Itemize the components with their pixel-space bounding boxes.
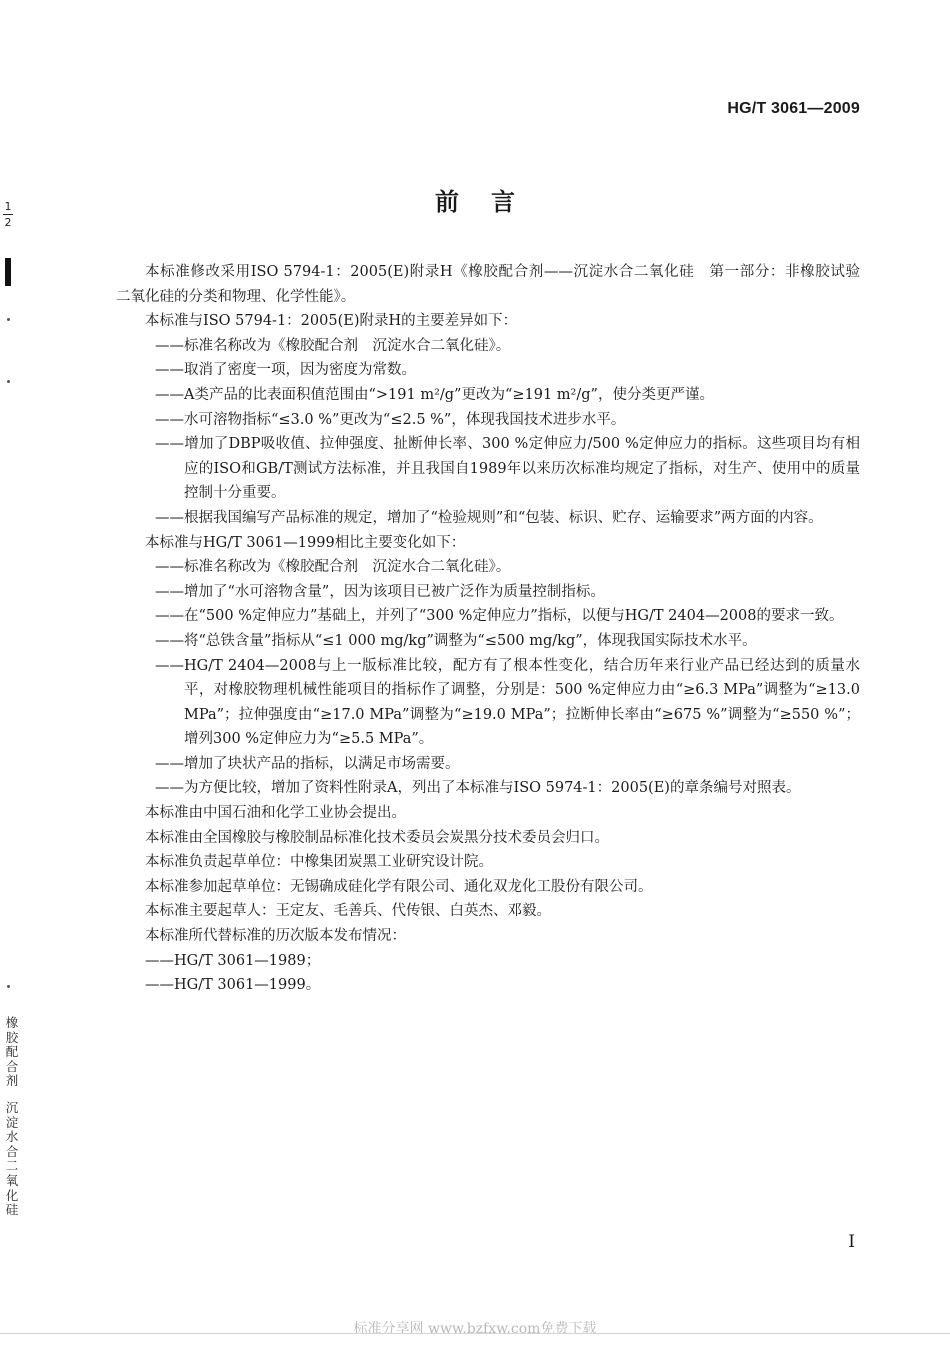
list-item: ——将“总铁含量”指标从“≤1 000 mg/kg”调整为“≤500 mg/kg”，体现我国实际技术水平。 bbox=[155, 632, 757, 649]
list-item: ——HG/T 3061—1999。 bbox=[145, 977, 321, 994]
spine-text bbox=[5, 1016, 19, 1218]
fraction-denominator: 2 bbox=[4, 216, 12, 229]
paragraph: 本标准与HG/T 3061—1999相比主要变化如下： bbox=[145, 534, 466, 551]
page-edge-line bbox=[0, 1333, 950, 1334]
paragraph: 本标准修改采用ISO 5794-1：2005(E)附录H《橡胶配合剂——沉淀水合二氧化硅 第一部分：非橡胶试验 二氧化硅的分类和物理、化学性能》。 bbox=[116, 264, 875, 305]
margin-black-bar bbox=[5, 258, 11, 286]
list-item: ——为方便比较，增加了资料性附录A，列出了本标准与ISO 5974-1：2005(E)的章条编号对照表。 bbox=[155, 780, 801, 797]
paragraph: 本标准参加起草单位：无锡确成硅化学有限公司、通化双龙化工股份有限公司。 bbox=[145, 878, 653, 895]
list-item: ——取消了密度一项，因为密度为常数。 bbox=[155, 362, 416, 379]
paragraph: 本标准负责起草单位：中橡集团炭黑工业研究设计院。 bbox=[145, 854, 493, 871]
list-item: ——标准名称改为《橡胶配合剂 沉淀水合二氧化硅》。 bbox=[155, 559, 511, 576]
spine-text-part1: 橡胶配合剂 bbox=[5, 1015, 19, 1089]
list-item: ——在“500 %定伸应力”基础上，并列了“300 %定伸应力”指标，以便与HG/T 2404—2008的要求一致。 bbox=[155, 608, 844, 625]
margin-dot bbox=[7, 985, 10, 988]
list-item: ——标准名称改为《橡胶配合剂 沉淀水合二氧化硅》。 bbox=[155, 337, 511, 354]
list-item: ——根据我国编写产品标准的规定，增加了“检验规则”和“包装、标识、贮存、运输要求”两方面的内容。 bbox=[155, 509, 823, 526]
list-item: ——HG/T 2404—2008与上一版标准比较，配方有了根本性变化，结合历年来行业产品已经达到的质量水平，对橡胶物理机械性能项目的指标作了调整，分别是：500 %定伸应力由“≥6.3 MPa”调整为“≥13.0 MPa”；拉伸强度由“≥17.0 MPa”调整为“≥19.0 MPa”；拉断伸长率由“≥675 %”调整为“≥550 %”；增列300 %定伸应力为“≥5.5 MPa”。 bbox=[155, 657, 860, 748]
paragraph: 本标准由全国橡胶与橡胶制品标准化技术委员会炭黑分技术委员会归口。 bbox=[145, 829, 609, 846]
list-item: ——增加了块状产品的指标，以满足市场需要。 bbox=[155, 755, 460, 772]
margin-dot bbox=[7, 380, 10, 383]
list-item: ——A类产品的比表面积值范围由“>191 m²/g”更改为“≥191 m²/g”，使分类更严谨。 bbox=[155, 386, 714, 403]
spine-text-part2: 沉淀水合二氧化硅 bbox=[5, 1099, 19, 1218]
list-item: ——增加了DBP吸收值、拉伸强度、扯断伸长率、300 %定伸应力/500 %定伸应力的指标。这些项目均有相应的ISO和GB/T测试方法标准，并且我国自1989年以来历次标准均规定了指标，对生产、使用中的质量控制十分重要。 bbox=[155, 436, 860, 502]
fraction-line bbox=[3, 214, 13, 215]
paragraph: 本标准与ISO 5794-1：2005(E)附录H的主要差异如下： bbox=[145, 313, 518, 330]
fraction-numerator: 1 bbox=[4, 200, 12, 213]
list-item: ——增加了“水可溶物含量”，因为该项目已被广泛作为质量控制指标。 bbox=[155, 583, 605, 600]
list-item: ——水可溶物指标“≤3.0 %”更改为“≤2.5 %”，体现我国技术进步水平。 bbox=[155, 411, 626, 428]
paragraph: 本标准主要起草人：王定友、毛善兵、代传银、白英杰、邓毅。 bbox=[145, 903, 551, 920]
list-item: ——HG/T 3061—1989； bbox=[145, 952, 321, 969]
left-margin-fraction bbox=[3, 200, 13, 229]
margin-dot bbox=[7, 318, 10, 321]
page-title: 前言 bbox=[435, 188, 547, 216]
paragraph: 本标准所代替标准的历次版本发布情况： bbox=[145, 928, 406, 945]
page-number: I bbox=[848, 1232, 855, 1252]
body-text bbox=[116, 260, 875, 998]
paragraph: 本标准由中国石油和化学工业协会提出。 bbox=[145, 805, 406, 822]
footer-watermark[interactable]: 标准分享网 www.bzfxw.com免费下载 bbox=[353, 1321, 597, 1337]
standard-number: HG/T 3061—2009 bbox=[727, 100, 860, 117]
